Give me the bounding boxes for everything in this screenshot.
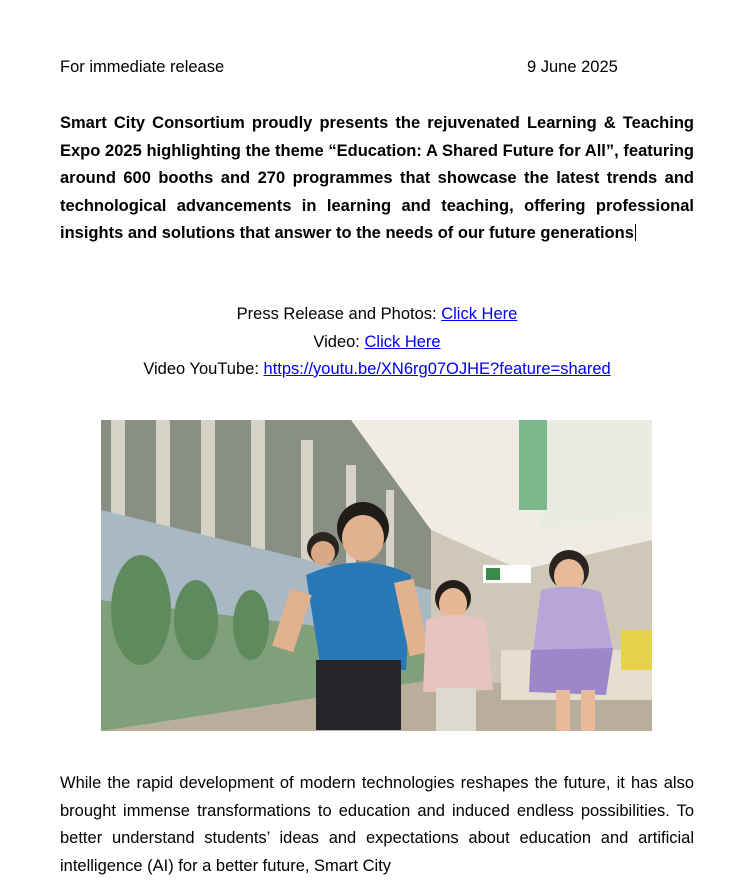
press-release-link[interactable]: Click Here bbox=[441, 305, 518, 323]
youtube-link[interactable]: https://youtu.be/XN6rg07OJHE?feature=shared bbox=[263, 360, 611, 378]
press-release-line bbox=[60, 301, 694, 329]
photo-illustration bbox=[101, 420, 652, 731]
release-header bbox=[60, 58, 694, 78]
video-link[interactable]: Click Here bbox=[364, 332, 441, 351]
video-line bbox=[60, 329, 694, 357]
children-running-photo bbox=[101, 420, 652, 731]
video-label: Video: bbox=[313, 332, 365, 351]
text-cursor bbox=[635, 224, 636, 241]
links-block bbox=[60, 301, 694, 384]
youtube-line bbox=[60, 356, 694, 384]
release-date: 9 June 2025 bbox=[527, 58, 618, 76]
body-paragraph: While the rapid development of modern technologies reshapes the future, it has also brought immense transformations to education and induced endless possibilities. To better understand students’ ideas and expectations about education and artificial intelligence (AI) for a better future, Smart City bbox=[60, 774, 694, 875]
headline-text: Smart City Consortium proudly presents the rejuvenated Learning & Teaching Expo 2025 highlighting the theme “Education: A Shared Future for All”, featuring around 600 booths and 270 programmes that showcase the latest trends and technological advancements in learning and teaching, offering professional insights and solutions that answer to the needs of our future generations bbox=[60, 114, 694, 242]
press-release-label: Press Release and Photos: bbox=[236, 305, 442, 323]
youtube-label: Video YouTube: bbox=[143, 360, 264, 378]
release-label: For immediate release bbox=[60, 58, 225, 76]
headline-paragraph[interactable] bbox=[60, 110, 694, 248]
